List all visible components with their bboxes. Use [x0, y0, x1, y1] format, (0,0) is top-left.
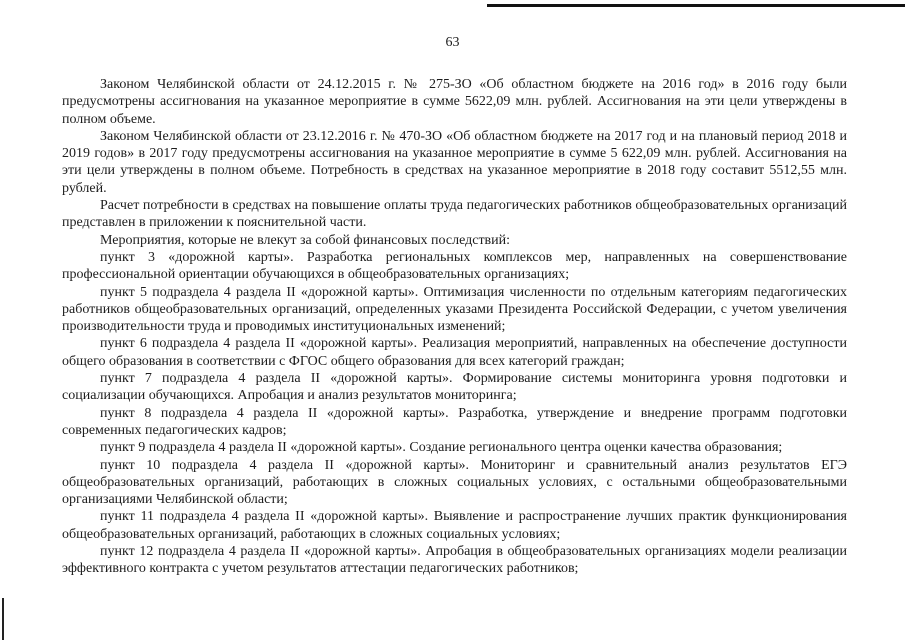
list-item-point-12: пункт 12 подраздела 4 раздела II «дорожной карты». Апробация в общеобразовательных организациях модели реализации эффективного контракта с учетом результатов аттестации педагогических работников;	[62, 544, 847, 577]
list-item-point-7: пункт 7 подраздела 4 раздела II «дорожной карты». Формирование системы мониторинга уровня подготовки и социализации обучающихся. Апробация и анализ результатов мониторинга;	[62, 371, 847, 404]
list-item-point-9: пункт 9 подраздела 4 раздела II «дорожной карты». Создание регионального центра оценки качества образования;	[100, 440, 783, 456]
document-body	[62, 76, 847, 578]
paragraph-budget-2016: Законом Челябинской области от 24.12.2015 г. № 275-ЗО «Об областном бюджете на 2016 год» в 2016 году были предусмотрены ассигнования на указанное мероприятие в сумме 5622,09 млн. рублей. Ассигнования на эти цели утверждены в полном объеме.	[62, 77, 847, 127]
paragraph-calculation-reference: Расчет потребности в средствах на повышение оплаты труда педагогических работников общеобразовательных организаций представлен в приложении к пояснительной части.	[62, 198, 847, 231]
margin-scan-mark	[2, 598, 4, 640]
list-item-point-3: пункт 3 «дорожной карты». Разработка региональных комплексов мер, направленных на совершенствование профессиональной ориентации обучающихся в общеобразовательных организациях;	[62, 249, 847, 283]
list-item-point-5: пункт 5 подраздела 4 раздела II «дорожной карты». Оптимизация численности по отдельным категориям педагогических работников общеобразовательных организаций, определенных указами Президента Российской Федерации, с учетом увеличения производительности труда и проводимых институциональных изменений;	[62, 284, 847, 335]
top-border-line	[487, 4, 905, 7]
list-item-point-8: пункт 8 подраздела 4 раздела II «дорожной карты». Разработка, утверждение и внедрение программ подготовки современных педагогических кадров;	[62, 405, 847, 438]
list-item-point-11: пункт 11 подраздела 4 раздела II «дорожной карты». Выявление и распространение лучших практик функционирования общеобразовательных организаций, работающих в сложных социальных условиях;	[62, 509, 847, 542]
list-item-point-10: пункт 10 подраздела 4 раздела II «дорожной карты». Мониторинг и сравнительный анализ результатов ЕГЭ общеобразовательных организаций, работающих в сложных социальных условиях, с остальными общеобразовательными организациями Челябинской области;	[62, 457, 847, 508]
paragraph-no-financial-measures: Мероприятия, которые не влекут за собой финансовых последствий:	[100, 232, 511, 248]
paragraph-budget-2017: Законом Челябинской области от 23.12.2016 г. № 470-ЗО «Об областном бюджете на 2017 год и на плановый период 2018 и 2019 годов» в 2017 году предусмотрены ассигнования на указанное мероприятие в сумме 5 622,09 млн. рублей. Ассигнования на эти цели утверждены в полном объеме. Потребность в средствах на указанное мероприятие в 2018 году составит 5512,55 млн. рублей.	[62, 128, 847, 196]
list-item-point-6: пункт 6 подраздела 4 раздела II «дорожной карты». Реализация мероприятий, направленных на обеспечение доступности общего образования в соответствии с ФГОС общего образования для всех категорий граждан;	[62, 336, 847, 369]
page-number: 63	[445, 35, 460, 50]
